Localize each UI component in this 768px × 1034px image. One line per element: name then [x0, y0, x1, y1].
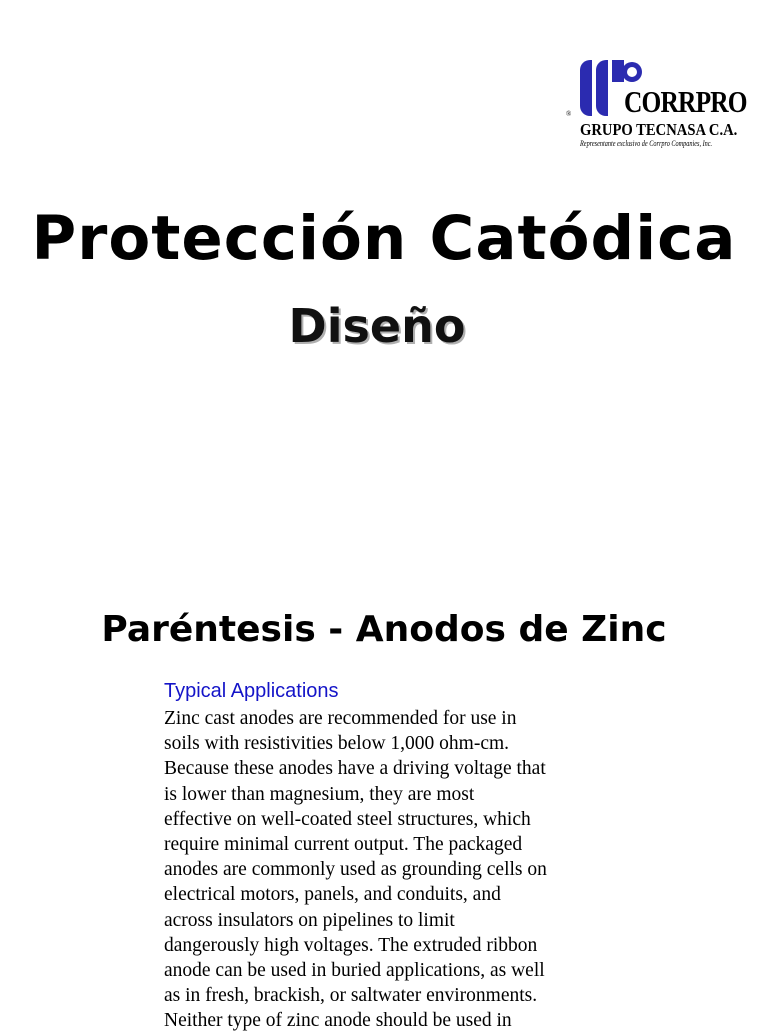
zinc-anode-excerpt — [164, 678, 604, 1034]
page-title: Protección Catódica — [31, 203, 737, 274]
excerpt-heading: Typical Applications — [164, 680, 339, 702]
excerpt-line: soils with resistivities below 1,000 ohm-cm. — [164, 733, 510, 755]
logo-brand-name: CORRPRO — [624, 84, 747, 119]
registered-mark: ® — [566, 110, 572, 118]
corrpro-logo — [566, 56, 746, 152]
excerpt-line: require minimal current output. The packaged — [164, 834, 523, 856]
logo-tagline: Representante exclusivo de Corrpro Companies, Inc. — [580, 139, 713, 148]
excerpt-line: dangerously high voltages. The extruded ribbon — [164, 934, 538, 956]
excerpt-line: as in fresh, brackish, or saltwater environments. — [164, 985, 538, 1007]
excerpt-line: anodes are commonly used as grounding cells on — [164, 859, 547, 881]
excerpt-line: Neither type of zinc anode should be used in — [164, 1010, 512, 1032]
section-heading: Paréntesis - Anodos de Zinc — [101, 609, 667, 650]
excerpt-line: across insulators on pipelines to limit — [164, 909, 455, 931]
excerpt-line: is lower than magnesium, they are most — [164, 783, 475, 805]
logo-group-name: GRUPO TECNASA C.A. — [580, 120, 738, 139]
excerpt-line: anode can be used in buried applications, as well — [164, 960, 545, 982]
excerpt-line: electrical motors, panels, and conduits, and — [164, 884, 501, 906]
page-subtitle: Diseño — [288, 299, 466, 353]
excerpt-line: effective on well-coated steel structures, which — [164, 808, 531, 830]
excerpt-line: Zinc cast anodes are recommended for use in — [164, 708, 517, 729]
excerpt-line: Because these anodes have a driving voltage that — [164, 758, 546, 780]
